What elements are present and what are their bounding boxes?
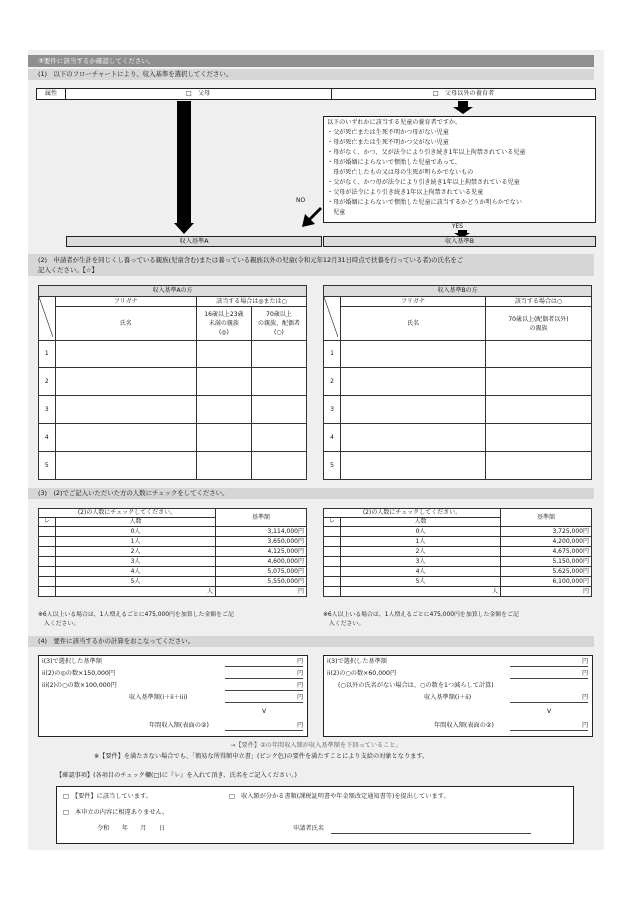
amount-value[interactable]: 円 [501, 587, 592, 597]
calc-underline [510, 730, 588, 731]
yen-label: 円 [582, 694, 589, 701]
people-count: 4人 [56, 567, 216, 577]
row-number: 1 [324, 341, 341, 368]
amount-value: 3,650,000円 [216, 537, 307, 547]
yen-label: 円 [297, 722, 304, 729]
people-count[interactable]: 人 [56, 587, 216, 597]
question-line: ・母がなく、かつ、父が法令により引き続き1年以上拘禁されている児童 [327, 149, 526, 156]
parent-checkbox[interactable]: □ 父母 [65, 89, 332, 99]
name-header: 氏名 [55, 307, 196, 341]
mark-entry[interactable] [196, 396, 251, 424]
col-16-23-header [196, 307, 251, 341]
amount-header: 基準額 [501, 509, 592, 527]
confirm-documents-checkbox[interactable]: □ 収入額が分かる書類(課税証明書や年金額改定通知書等)を提出しています。 [229, 793, 450, 800]
gte-symbol: V [262, 708, 267, 715]
row-number: 3 [324, 396, 341, 424]
name-entry[interactable] [55, 452, 196, 480]
calc-line: i(3)で選択した基準額 [327, 658, 387, 665]
row-number: 5 [324, 452, 341, 480]
col1-line: 16歳以上23歳 [204, 311, 244, 318]
note-b [323, 611, 599, 629]
amount-value: 5,550,000円 [216, 577, 307, 587]
check-box[interactable] [39, 577, 56, 587]
mark-entry[interactable] [251, 368, 306, 396]
check-box[interactable] [39, 547, 56, 557]
calc-box-b [323, 655, 593, 737]
check-box[interactable] [324, 547, 341, 557]
calc-underline [225, 678, 303, 679]
col1-line: の親族 [529, 324, 548, 332]
calc-box-a [38, 655, 308, 737]
amount-value: 4,675,000円 [501, 547, 592, 557]
step2-title [28, 254, 594, 276]
row-number: 4 [39, 424, 56, 452]
arrow-down-small-head-icon [453, 107, 473, 114]
question-line: 母が死亡したもの又は母の生死が明らかでないもの [327, 169, 474, 176]
table-criteria-b [323, 285, 592, 480]
mark-entry[interactable] [486, 368, 592, 396]
check-box[interactable] [324, 567, 341, 577]
amount-header: 基準額 [216, 509, 307, 527]
check-box[interactable] [39, 587, 56, 597]
yen-label: 円 [297, 694, 304, 701]
people-count: 3人 [56, 557, 216, 567]
date-field[interactable]: 令和 年 月 日 [97, 825, 166, 832]
row-number: 5 [39, 452, 56, 480]
name-entry[interactable] [341, 424, 486, 452]
people-count: 1人 [341, 537, 501, 547]
col1-line: (◎) [218, 329, 229, 336]
check-header: (2)の人数にチェックしてください。 [324, 509, 501, 518]
confirm-requirement-checkbox[interactable]: □ 【要件】に該当しています。 [63, 793, 152, 800]
yen-label: 円 [297, 670, 304, 677]
name-entry[interactable] [341, 396, 486, 424]
amount-table-a [38, 508, 307, 597]
step1-title: (1) 以下のフローチャートにより、収入基準を選択してください。 [28, 69, 594, 80]
calc-line: i(3)で選択した基準額 [42, 658, 102, 665]
calc-underline [225, 690, 303, 691]
amount-table-b [323, 508, 592, 597]
note-line: ※6人以上いる場合は、1人増えるごとに475,000円を加算した金額をご記 [38, 612, 234, 618]
applicant-name-field[interactable] [331, 833, 531, 834]
amount-value: 6,100,000円 [501, 577, 592, 587]
amount-value: 4,600,000円 [216, 557, 307, 567]
name-entry[interactable] [341, 341, 486, 368]
requirement-line: →【要件】②の年間収入額が収入基準額を下回っていること。 [230, 742, 402, 749]
question-line: ・父母が法令により引き続き1年以上拘禁されている児童 [327, 189, 484, 196]
check-mark-header: レ [324, 518, 341, 527]
step3-title: (3) (2)でご記入いただいた方の人数にチェックをしてください。 [28, 488, 594, 499]
people-count: 1人 [56, 537, 216, 547]
confirm-title: 【確認事項】(各項目のチェック欄(□)に『レ』を入れて頂き、氏名をご記入ください。) [56, 772, 297, 779]
people-header: 人数 [341, 518, 501, 527]
question-line: ・母が婚姻によらないで懐胎した児童に該当するかどうか明らかでない [327, 199, 522, 206]
yen-label: 円 [297, 658, 304, 665]
calc-underline [510, 678, 588, 679]
annual-income-label: 年間収入額(表面の②) [149, 722, 209, 729]
amount-value: 5,625,000円 [501, 567, 592, 577]
col1-line: 未満の親族 [208, 320, 239, 327]
check-box[interactable] [39, 557, 56, 567]
people-count: 3人 [341, 557, 501, 567]
step2-title-line1: (2) 申請者が生計を同じくし養っている親族(児童含む)または養っている親族以外の児童(令和元年12月31日時点で扶養を行っている者)の氏名をご [38, 256, 464, 264]
table-a-header: 収入基準Aの方 [39, 286, 307, 297]
arrow-down-icon [177, 101, 191, 224]
yen-label: 円 [582, 658, 589, 665]
people-count: 2人 [341, 547, 501, 557]
row-number: 2 [324, 368, 341, 396]
amount-value: 3,725,000円 [501, 527, 592, 537]
note-a [38, 611, 310, 629]
question-line: 児童 [327, 209, 346, 216]
applicant-name-label: 申請者氏名 [293, 825, 324, 832]
calc-underline [225, 666, 303, 667]
name-entry[interactable] [341, 452, 486, 480]
col-70-header [251, 307, 306, 341]
attribute-label: 属性 [37, 89, 66, 99]
step2-title-line2: 記入ください。【☆】 [38, 266, 99, 274]
question-line: ・父がなく、かつ母が法令により引き続き1年以上拘禁されている児童 [327, 179, 520, 186]
name-header: 氏名 [341, 307, 486, 341]
mark-entry[interactable] [196, 341, 251, 368]
amount-value: 5,075,000円 [216, 567, 307, 577]
confirm-truth-checkbox[interactable]: □ 本申立の内容に相違ありません。 [63, 809, 169, 816]
other-guardian-checkbox[interactable]: □ 父母以外の養育者 [432, 90, 495, 97]
calc-underline [510, 702, 588, 703]
amount-value: 5,150,000円 [501, 557, 592, 567]
diag-cell [324, 297, 341, 341]
amount-value: 4,125,000円 [216, 547, 307, 557]
people-header: 人数 [56, 518, 216, 527]
note-line: ※6人以上いる場合は、1人増えるごとに475,000円を加算した金額をご記 [323, 612, 519, 618]
arrow-down-head-icon [174, 223, 194, 234]
mark-entry[interactable] [196, 424, 251, 452]
mark-entry[interactable] [251, 452, 306, 480]
step4-title: (4) 要件に該当するかの計算をおこなってください。 [28, 636, 594, 647]
question-line: ・母が死亡または生死不明かつ父がない児童 [327, 139, 449, 146]
col-70-header [486, 307, 592, 341]
question-line: ・父が死亡または生死不明かつ母がない児童 [327, 129, 449, 136]
col2-line: 70歳以上 [266, 311, 292, 318]
check-box[interactable] [39, 567, 56, 577]
annual-income-label: 年間収入額(表面の②) [434, 722, 494, 729]
row-number: 2 [39, 368, 56, 396]
col2-line: (○) [273, 329, 284, 336]
furigana-header: フリガナ [55, 297, 196, 307]
check-box[interactable] [324, 577, 341, 587]
check-box[interactable] [324, 557, 341, 567]
no-label: NO [296, 197, 306, 204]
yen-label: 円 [297, 682, 304, 689]
people-count[interactable]: 人 [341, 587, 501, 597]
amount-value: 4,200,000円 [501, 537, 592, 547]
name-entry[interactable] [55, 368, 196, 396]
criteria-b-box: 収入基準B [323, 236, 596, 247]
mark-entry[interactable] [196, 368, 251, 396]
check-header: (2)の人数にチェックしてください。 [39, 509, 216, 518]
people-count: 0人 [56, 527, 216, 537]
name-entry[interactable] [55, 424, 196, 452]
note-line: 入ください。 [323, 621, 365, 627]
mark-entry[interactable] [251, 424, 306, 452]
calc-line: ii(2)の○の数×60,000円 [327, 670, 397, 677]
col2-line: の親族、配偶者 [257, 320, 300, 327]
calc-underline [225, 702, 303, 703]
form-page [28, 50, 604, 850]
yen-label: 円 [582, 670, 589, 677]
mark-entry[interactable] [251, 341, 306, 368]
name-entry[interactable] [55, 341, 196, 368]
people-count: 4人 [341, 567, 501, 577]
mark-entry[interactable] [486, 424, 592, 452]
check-box[interactable] [324, 537, 341, 547]
calc-line: ii(2)の◎の数×150,000円 [42, 670, 116, 677]
question-line: 以下のいずれかに該当する児童の養育者ですか。 [327, 119, 462, 126]
amount-value: 3,114,000円 [216, 527, 307, 537]
question-line: ・母が婚姻によらないで懐胎した児童であって、 [327, 159, 461, 166]
gte-symbol: V [547, 708, 552, 715]
calc-line: iii(2)の○の数×100,000円 [42, 682, 117, 689]
calc-underline [225, 730, 303, 731]
check-box[interactable] [324, 587, 341, 597]
people-count: 2人 [56, 547, 216, 557]
mark-entry[interactable] [486, 396, 592, 424]
arrow-no-icon [300, 207, 324, 231]
calc-underline [510, 666, 588, 667]
diag-cell [39, 297, 56, 341]
check-box[interactable] [324, 527, 341, 537]
section-header: ③要件に該当するか確認してください。 [28, 55, 594, 67]
mark-entry[interactable] [486, 452, 592, 480]
note-line: 入ください。 [38, 621, 80, 627]
applicable-header: 該当する場合は○ [486, 297, 592, 307]
yes-label: YES [452, 224, 463, 230]
people-count: 5人 [56, 577, 216, 587]
mark-entry[interactable] [486, 341, 592, 368]
col1-line: 70歳以上(配偶者以外) [508, 315, 569, 323]
mark-entry[interactable] [196, 452, 251, 480]
row-number: 1 [39, 341, 56, 368]
amount-value[interactable]: 円 [216, 587, 307, 597]
attribute-row [36, 88, 596, 100]
criteria-a-box: 収入基準A [66, 236, 322, 247]
table-criteria-a [38, 285, 307, 480]
furigana-header: フリガナ [341, 297, 486, 307]
name-entry[interactable] [55, 396, 196, 424]
calc-total-label: 収入基準額(i＋ii＋iii) [129, 694, 188, 701]
check-mark-header: レ [39, 518, 56, 527]
requirement-note: ※【要件】を満たさない場合でも、「簡易な所得額申立書」(ピンク色)の要件を満たすことにより支給の対象となります。 [94, 753, 429, 760]
calc-note: (○以外の氏名がない場合は、○の数を1つ減らして計算) [338, 682, 494, 689]
people-count: 0人 [341, 527, 501, 537]
mark-entry[interactable] [251, 396, 306, 424]
yen-label: 円 [582, 722, 589, 729]
check-box[interactable] [39, 527, 56, 537]
people-count: 5人 [341, 577, 501, 587]
applicable-header: 該当する場合は◎または○ [196, 297, 306, 307]
check-box[interactable] [39, 537, 56, 547]
name-entry[interactable] [341, 368, 486, 396]
question-box [323, 116, 596, 223]
table-b-header: 収入基準Bの方 [324, 286, 592, 297]
confirm-box [56, 786, 574, 844]
row-number: 3 [39, 396, 56, 424]
row-number: 4 [324, 424, 341, 452]
calc-total-label: 収入基準額(i＋ii) [424, 694, 472, 701]
